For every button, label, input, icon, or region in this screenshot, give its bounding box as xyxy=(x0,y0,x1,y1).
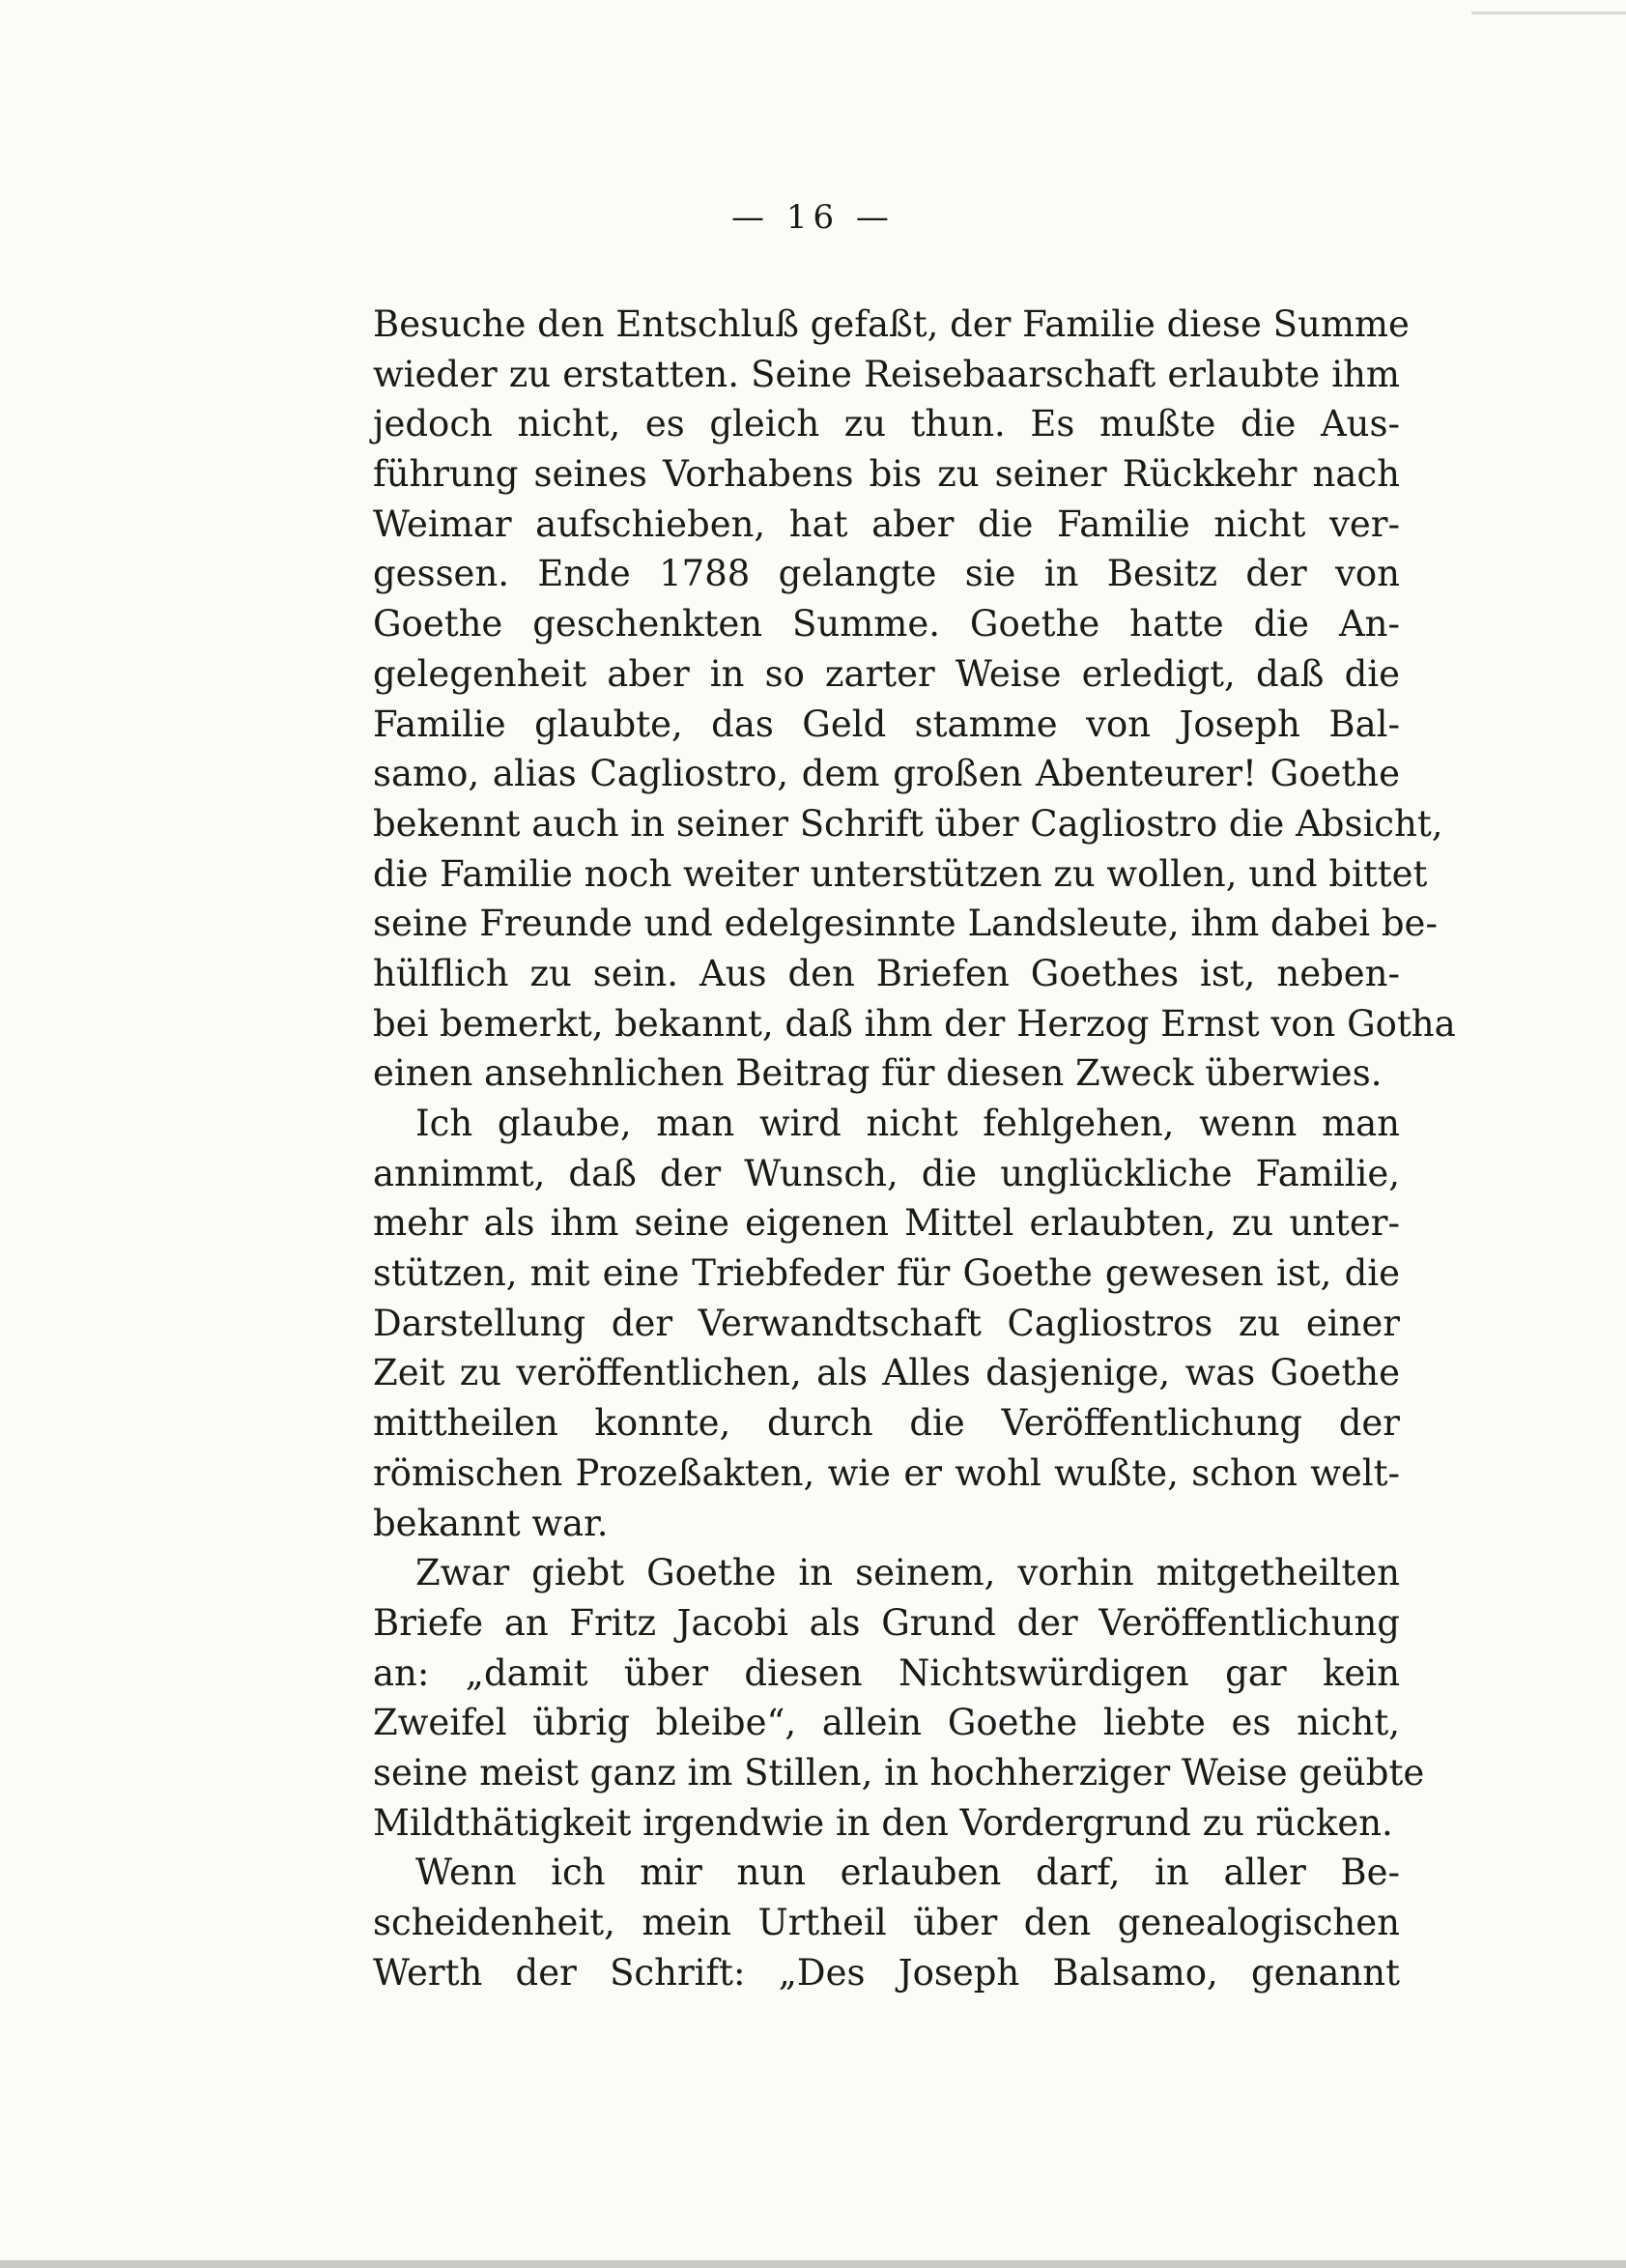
text-line: Weimar aufschieben, hat aber die Familie nicht ver- xyxy=(373,502,1400,545)
text-line: gelegenheit aber in so zarter Weise erledigt, daß die xyxy=(373,652,1400,695)
text-line: Mildthätigkeit irgendwie in den Vordergrund zu rücken. xyxy=(373,1801,1393,1844)
page-number: — 16 — xyxy=(731,198,895,237)
body-text xyxy=(373,300,1456,1997)
text-line: samo, alias Cagliostro, dem großen Abenteurer! Goethe xyxy=(373,753,1400,795)
text-line: Ich glaube, man wird nicht fehlgehen, wenn man xyxy=(415,1103,1400,1144)
text-line: Goethe geschenkten Summe. Goethe hatte die An- xyxy=(373,603,1400,646)
text-line: bei bemerkt, bekannt, daß ihm der Herzog Ernst von Gotha xyxy=(373,1002,1456,1045)
text-line: die Familie noch weiter unterstützen zu wollen, und bittet xyxy=(373,852,1428,895)
text-line: seine meist ganz im Stillen, in hochherziger Weise geübte xyxy=(373,1751,1425,1794)
text-line: bekennt auch in seiner Schrift über Cagliostro die Absicht, xyxy=(373,802,1443,845)
text-line: Wenn ich mir nun erlauben darf, in aller Be- xyxy=(415,1852,1400,1894)
text-line: mehr als ihm seine eigenen Mittel erlaubten, zu unter- xyxy=(373,1202,1400,1245)
text-line: jedoch nicht, es gleich zu thun. Es mußte die Aus- xyxy=(373,403,1400,445)
text-line: römischen Prozeßakten, wie er wohl wußte, schon welt- xyxy=(373,1451,1400,1494)
text-line: Darstellung der Verwandtschaft Cagliostros zu einer xyxy=(373,1302,1400,1344)
text-line: annimmt, daß der Wunsch, die unglückliche Familie, xyxy=(373,1152,1400,1194)
text-line: Zwar giebt Goethe in seinem, vorhin mitgetheilten xyxy=(415,1552,1400,1594)
text-line: bekannt war. xyxy=(373,1502,609,1544)
text-line: Zeit zu veröffentlichen, als Alles dasjenige, was Goethe xyxy=(373,1352,1400,1394)
text-line: Besuche den Entschluß gefaßt, der Familie diese Summe xyxy=(373,303,1410,345)
text-line: Werth der Schrift: „Des Joseph Balsamo, genannt xyxy=(373,1951,1400,1994)
text-line: wieder zu erstatten. Seine Reisebaarschaft erlaubte ihm xyxy=(373,353,1400,395)
text-line: Briefe an Fritz Jacobi als Grund der Veröffentlichung xyxy=(373,1601,1400,1644)
text-line: an: „damit über diesen Nichtswürdigen gar kein xyxy=(373,1651,1400,1694)
text-line: seine Freunde und edelgesinnte Landsleute, ihm dabei be- xyxy=(373,903,1438,945)
text-line: einen ansehnlichen Beitrag für diesen Zweck überwies. xyxy=(373,1052,1383,1095)
text-line: führung seines Vorhabens bis zu seiner Rückkehr nach xyxy=(373,453,1400,496)
scan-edge-mark xyxy=(1471,12,1626,14)
text-line: scheidenheit, mein Urtheil über den genealogischen xyxy=(373,1902,1400,1943)
text-line: Zweifel übrig bleibe“, allein Goethe liebte es nicht, xyxy=(373,1702,1400,1744)
text-line: gessen. Ende 1788 gelangte sie in Besitz der von xyxy=(373,553,1400,595)
text-line: stützen, mit eine Triebfeder für Goethe gewesen ist, die xyxy=(373,1252,1400,1295)
scan-bottom-edge xyxy=(0,2260,1626,2268)
text-line: Familie glaubte, das Geld stamme von Joseph Bal- xyxy=(373,703,1400,745)
text-line: hülflich zu sein. Aus den Briefen Goethes ist, neben- xyxy=(373,952,1400,994)
text-line: mittheilen konnte, durch die Veröffentlichung der xyxy=(373,1402,1400,1445)
